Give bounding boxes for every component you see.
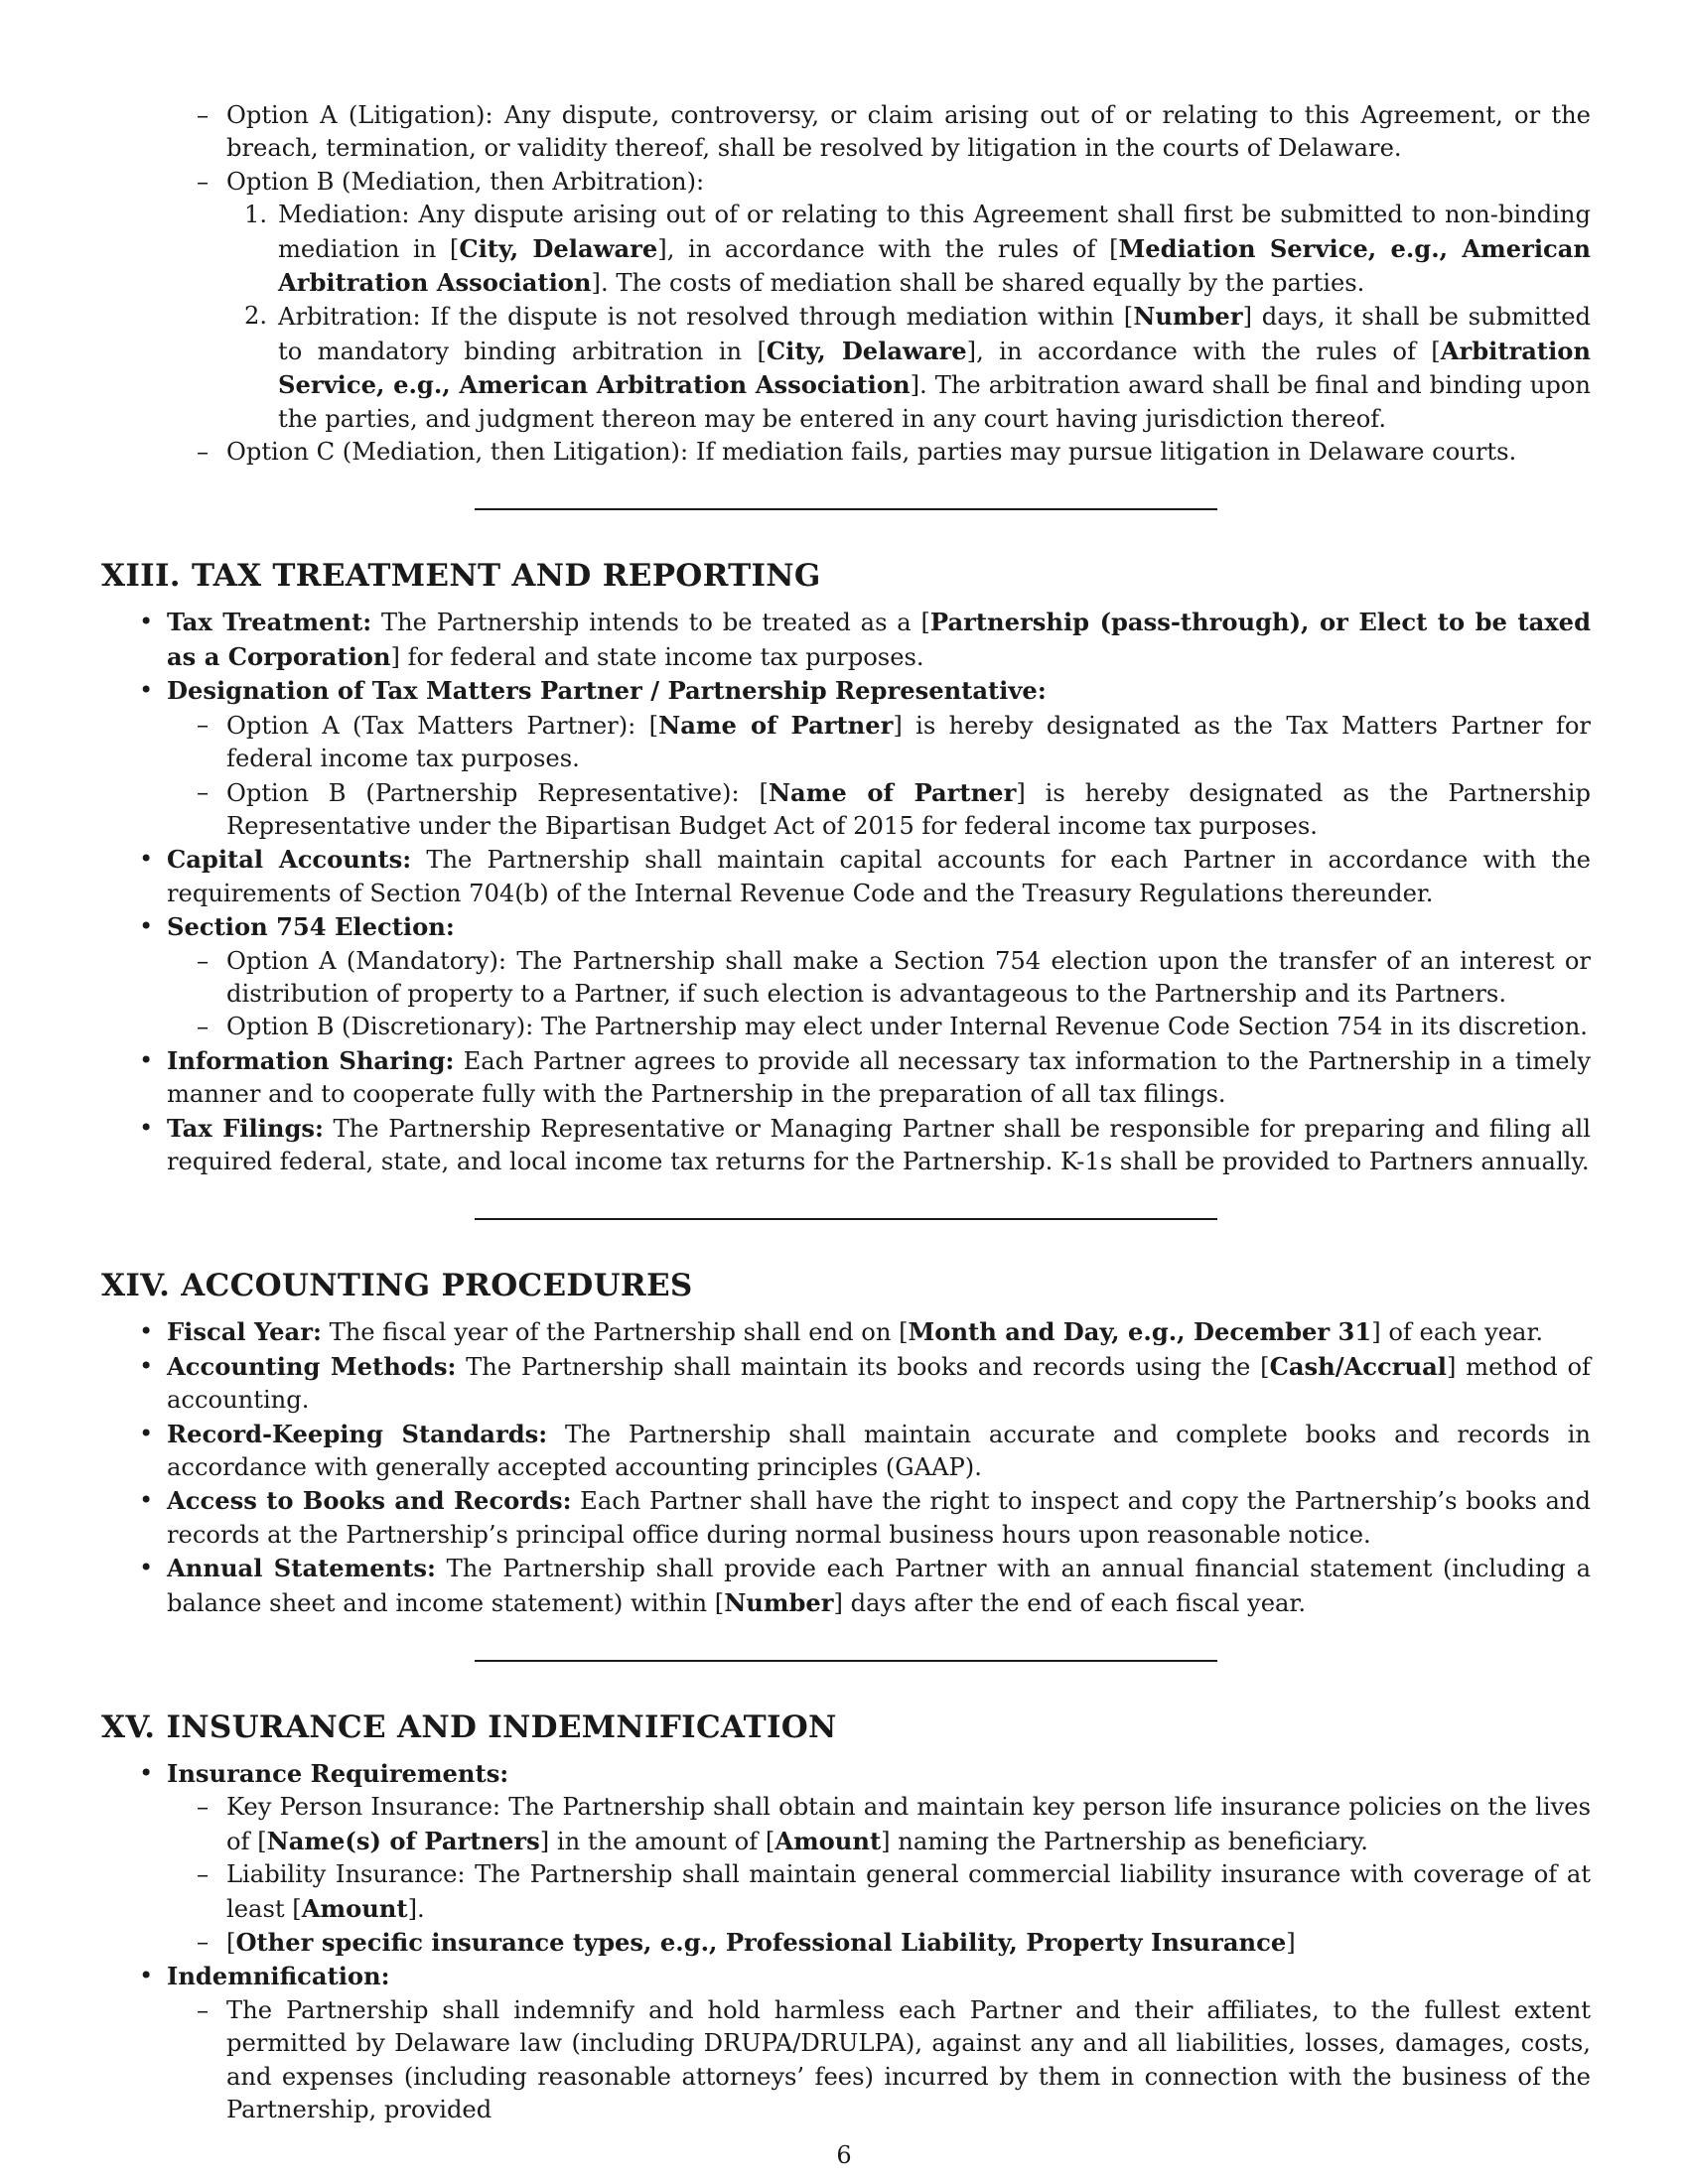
dispute-option-a: – Option A (Litigation): Any dispute, controversy, or claim arising out of or relating to this Agreement, or the breach, termination, or validity thereof, shall be resolved by litigation in the courts of Delaware.	[101, 99, 1591, 166]
item-label: Annual Statements:	[167, 1554, 436, 1583]
mediation-step: 1. Mediation: Any dispute arising out of or relating to this Agreement shall first be submitted to non-binding mediation in [City, Delaware], in accordance with the rules of [Mediation Service, e.g., American Arbitration Association]. The costs of mediation shall be shared equally by the parties.	[244, 201, 1592, 298]
other-insurance: – [Other specific insurance types, e.g., Professional Liability, Property Insurance]	[101, 1926, 1591, 1960]
designation-options	[167, 709, 1591, 844]
placeholder-field: Name(s) of Partners	[266, 1826, 540, 1855]
section-divider	[475, 508, 1217, 510]
tax-filings-item: • Tax Filings: The Partnership Representative or Managing Partner shall be responsible for preparing and filing all required federal, state, and local income tax returns for the Partnership. K-1s shall be provided to Partners annually.	[101, 1112, 1591, 1179]
section-754-option-a: – Option A (Mandatory): The Partnership shall make a Section 754 election upon the transfer of an interest or distribution of property to a Partner, if such election is advantageous to the Partnership and its Partners.	[101, 945, 1591, 1012]
placeholder-field: Amount	[301, 1893, 408, 1923]
placeholder-field: Mediation Service, e.g., American Arbitration Association	[278, 233, 1592, 298]
item-label: Accounting Methods:	[167, 1351, 457, 1381]
liability-insurance: – Liability Insurance: The Partnership shall maintain general commercial liability insurance with coverage of at least [Amount].	[101, 1858, 1591, 1926]
designation-option-a: – Option A (Tax Matters Partner): [Name of Partner] is hereby designated as the Tax Matters Partner for federal income tax purposes.	[101, 709, 1591, 776]
insurance-options	[167, 1791, 1591, 1960]
placeholder-field: Name of Partner	[768, 777, 1017, 807]
section-xv-list	[101, 1757, 1591, 2126]
item-label: Access to Books and Records:	[167, 1486, 572, 1516]
placeholder-field: City, Delaware	[459, 233, 658, 263]
item-label: Tax Treatment:	[167, 608, 372, 637]
item-label: Record-Keeping Standards:	[167, 1419, 548, 1448]
item-label: Section 754 Election:	[167, 912, 455, 942]
annual-statements-item: • Annual Statements: The Partnership shall provide each Partner with an annual financial statement (including a balance sheet and income statement) within [Number] days after the end of each fiscal year.	[101, 1552, 1591, 1620]
information-sharing-item: • Information Sharing: Each Partner agrees to provide all necessary tax information to the Partnership in a timely manner and to cooperate fully with the Partnership in the preparation of all tax filings.	[101, 1044, 1591, 1112]
tax-treatment-item: • Tax Treatment: The Partnership intends to be treated as a [Partnership (pass-through), or Elect to be taxed as a Corporation] for federal and state income tax purposes.	[101, 606, 1591, 674]
section-754-options	[167, 945, 1591, 1044]
dispute-options-list	[101, 99, 1591, 199]
placeholder-field: Other specific insurance types, e.g., Professional Liability, Property Insurance	[235, 1928, 1287, 1958]
section-xiv-list	[101, 1315, 1591, 1620]
placeholder-field: Amount	[774, 1826, 882, 1855]
capital-accounts-item: • Capital Accounts: The Partnership shall maintain capital accounts for each Partner in accordance with the requirements of Section 704(b) of the Internal Revenue Code and the Treasury Regulations thereunder.	[101, 843, 1591, 910]
dispute-option-b: – Option B (Mediation, then Arbitration):	[101, 166, 1591, 199]
item-label: Insurance Requirements:	[167, 1759, 509, 1789]
list-number: 2.	[244, 302, 268, 331]
placeholder-field: Cash/Accrual	[1269, 1351, 1447, 1381]
item-label: Tax Filings:	[167, 1113, 324, 1143]
item-label: Designation of Tax Matters Partner / Partnership Representative:	[167, 676, 1047, 706]
section-heading-xiv: XIV. ACCOUNTING PROCEDURES	[101, 1268, 693, 1304]
list-number: 1.	[244, 201, 268, 229]
item-label: Fiscal Year:	[167, 1317, 322, 1347]
section-754-option-b: – Option B (Discretionary): The Partnership may elect under Internal Revenue Code Section 754 in its discretion.	[101, 1011, 1591, 1043]
fiscal-year-item: • Fiscal Year: The fiscal year of the Partnership shall end on [Month and Day, e.g., December 31] of each year.	[101, 1315, 1591, 1349]
key-person-insurance: – Key Person Insurance: The Partnership shall obtain and maintain key person life insurance policies on the lives of [Name(s) of Partners] in the amount of [Amount] naming the Partnership as beneficiary.	[101, 1791, 1591, 1858]
page-content	[101, 99, 1591, 2127]
placeholder-field: Arbitration Service, e.g., American Arbitration Association	[278, 336, 1592, 400]
placeholder-field: City, Delaware	[766, 336, 967, 365]
placeholder-field: Name of Partner	[658, 710, 894, 740]
page-number: 6	[836, 2141, 852, 2169]
dispute-options-list-cont	[101, 436, 1591, 469]
tax-matters-designation-item	[101, 674, 1591, 843]
item-label: Information Sharing:	[167, 1045, 455, 1075]
indemnification-options	[167, 1994, 1591, 2127]
section-divider	[475, 1218, 1217, 1220]
section-heading-xv: XV. INSURANCE AND INDEMNIFICATION	[101, 1709, 837, 1746]
section-heading-xiii: XIII. TAX TREATMENT AND REPORTING	[101, 558, 821, 595]
dispute-option-c: – Option C (Mediation, then Litigation): If mediation fails, parties may pursue litigation in Delaware courts.	[101, 436, 1591, 469]
section-divider	[475, 1660, 1217, 1662]
placeholder-field: Number	[1133, 302, 1243, 332]
indemnification-clause: – The Partnership shall indemnify and hold harmless each Partner and their affiliates, to the fullest extent permitted by Delaware law (including DRUPA/DRULPA), against any and all liabilities, losses, damages, costs, and expenses (including reasonable attorneys’ fees) incurred by them in connection with the business of the Partnership, provided	[101, 1994, 1591, 2127]
designation-option-b: – Option B (Partnership Representative): [Name of Partner] is hereby designated as the Partnership Representative under the Bipartisan Budget Act of 2015 for federal income tax purposes.	[101, 776, 1591, 844]
dispute-option-b-steps	[101, 199, 1591, 436]
item-label: Indemnification:	[167, 1962, 390, 1991]
accounting-methods-item: • Accounting Methods: The Partnership shall maintain its books and records using the [Cash/Accrual] method of accounting.	[101, 1350, 1591, 1418]
section-754-item	[101, 910, 1591, 1044]
item-label: Capital Accounts:	[167, 845, 412, 875]
arbitration-step: 2. Arbitration: If the dispute is not resolved through mediation within [Number] days, it shall be submitted to mandatory binding arbitration in [City, Delaware], in accordance with the rules of [Arbitration Service, e.g., American Arbitration Association]. The arbitration award shall be final and binding upon the parties, and judgment thereon may be entered in any court having jurisdiction thereof.	[244, 302, 1592, 433]
placeholder-field: Month and Day, e.g., December 31	[908, 1317, 1372, 1347]
insurance-requirements-item	[101, 1757, 1591, 1960]
placeholder-field: Partnership (pass-through), or Elect to be taxed as a Corporation	[167, 608, 1591, 671]
access-to-books-item: • Access to Books and Records: Each Partner shall have the right to inspect and copy the Partnership’s books and records at the Partnership’s principal office during normal business hours upon reasonable notice.	[101, 1484, 1591, 1552]
placeholder-field: Number	[724, 1587, 834, 1617]
section-xiii-list	[101, 606, 1591, 1178]
indemnification-item	[101, 1960, 1591, 2126]
record-keeping-item: • Record-Keeping Standards: The Partnership shall maintain accurate and complete books and records in accordance with generally accepted accounting principles (GAAP).	[101, 1418, 1591, 1485]
